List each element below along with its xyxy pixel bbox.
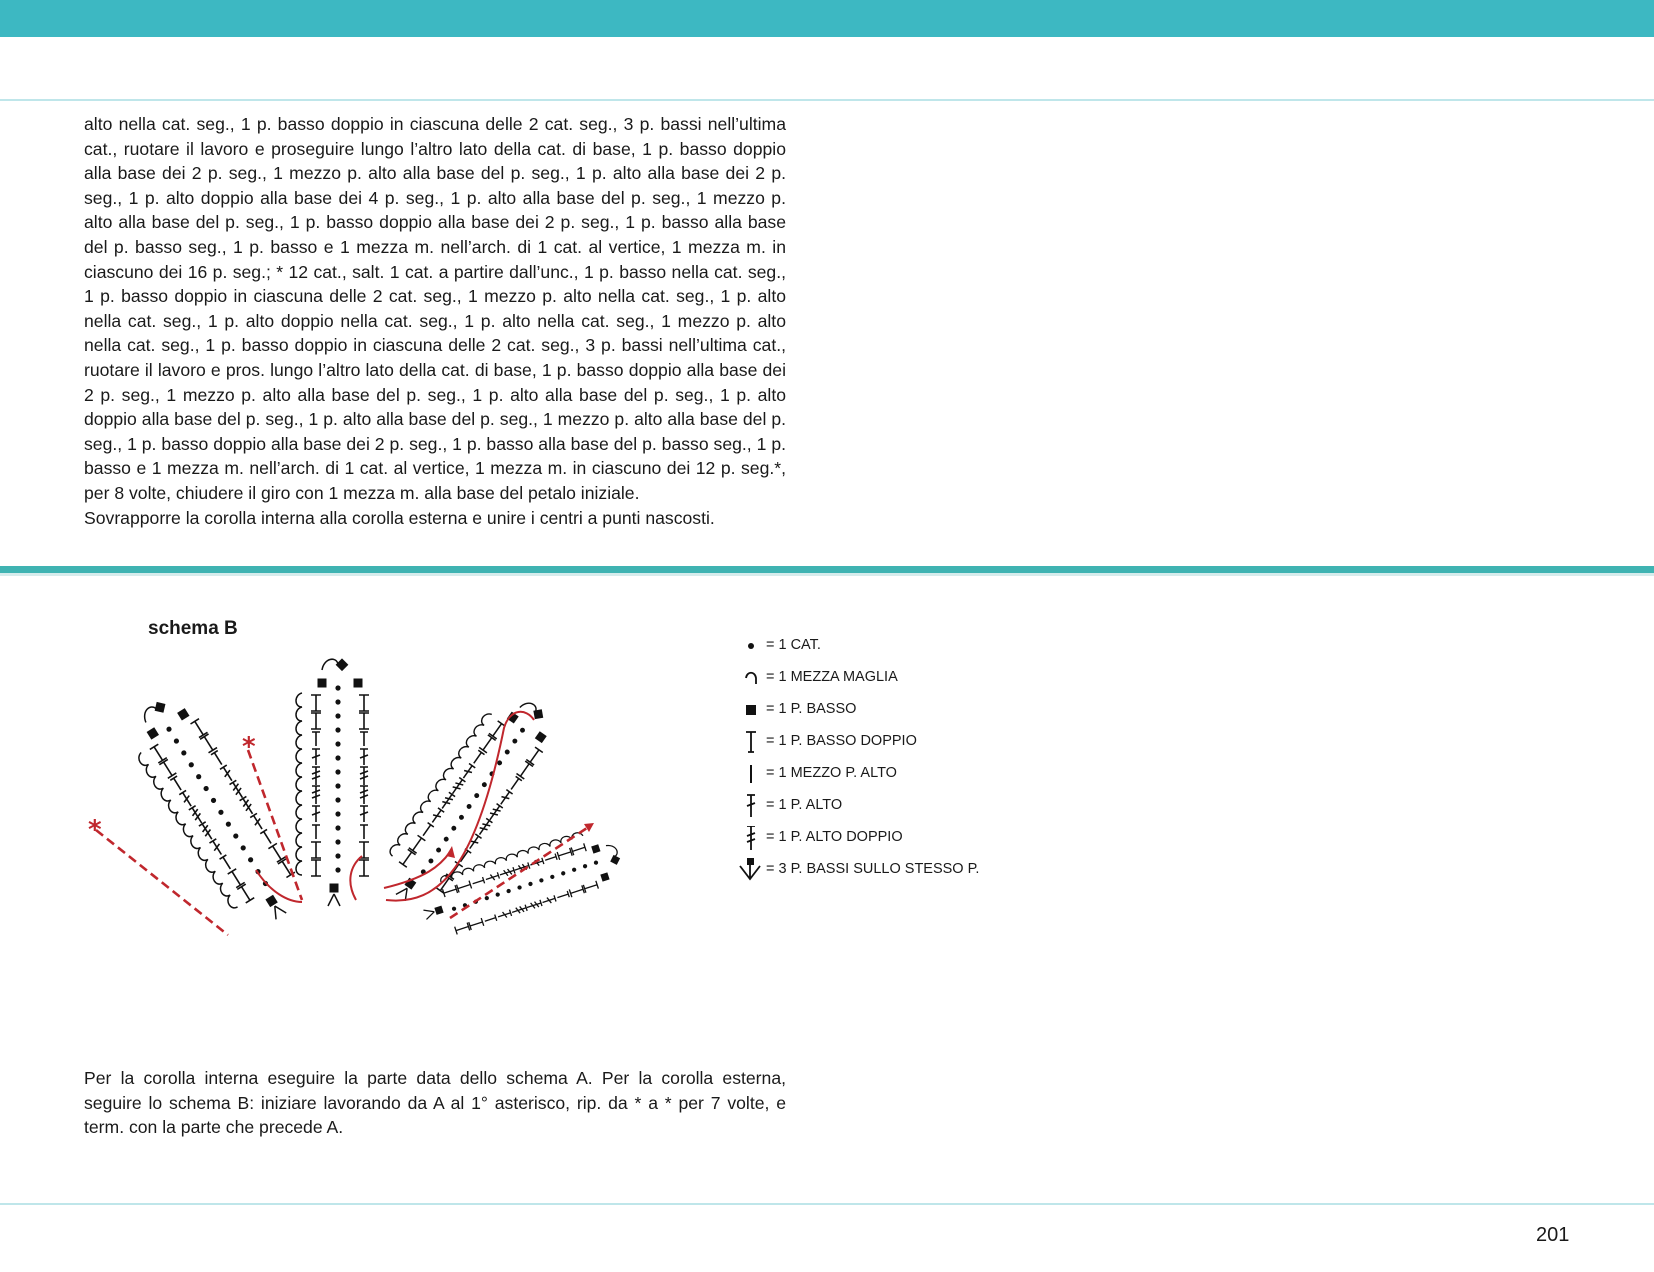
asterisk-label: *	[88, 815, 102, 845]
legend-label: = 1 P. BASSO	[766, 701, 857, 717]
asterisk-label-2: *	[242, 732, 256, 762]
legend-label: = 1 MEZZO P. ALTO	[766, 765, 897, 781]
turn-arrow-left	[256, 870, 302, 902]
instructions-final-line: Sovrapporre la corolla interna alla corolla esterna e unire i centri a punti nascosti.	[84, 507, 715, 528]
half-double-icon	[738, 762, 764, 786]
legend-label: = 1 P. ALTO DOPPIO	[766, 829, 903, 845]
double-treble-icon	[738, 826, 764, 850]
legend-label: = 1 CAT.	[766, 637, 821, 653]
petal-center	[296, 658, 369, 906]
section-divider	[0, 566, 1654, 573]
footer-rule	[0, 1203, 1654, 1205]
legend-label: = 1 MEZZA MAGLIA	[766, 669, 898, 685]
legend-label: = 1 P. BASSO DOPPIO	[766, 733, 917, 749]
legend-label: = 1 P. ALTO	[766, 797, 843, 813]
instructions-text: alto nella cat. seg., 1 p. basso doppio in ciascuna delle 2 cat. seg., 3 p. bassi nell’ultima cat., ruotare il lavoro e proseguire lungo l’altro lato della cat. di base, 1 p. basso doppio alla base dei 2 p. seg., 1 mezzo p. alto alla base del p. seg., 1 p. alto alla base dei 2 p. seg., 1 p. alto doppio alla base dei 4 p. seg., 1 p. alto alla base del p. seg., 1 mezzo p. alto alla base del p. seg., 1 p. basso doppio alla base dei 2 p. seg., 1 p. basso alla base del p. basso seg., 1 p. basso e 1 mezza m. nell’arch. di 1 cat. al vertice, 1 mezza m. in ciascuno dei 16 p. seg.; * 12 cat., salt. 1 cat. a partire dall’unc., 1 p. basso nella cat. seg., 1 p. basso doppio in ciascuna delle 2 cat. seg., 1 mezzo p. alto nella cat. seg., 1 p. alto nella cat. seg., 1 p. alto doppio nella cat. seg., 1 p. alto nella cat. seg., 1 mezzo p. alto nella cat. seg., 1 p. basso doppio in ciascuna delle 2 cat. seg., 3 p. bassi nell’ultima cat., ruotare il lavoro e pros. lungo l’altro lato della cat. di base, 1 p. basso doppio alla base dei 2 p. seg., 1 mezzo p. alto alla base del p. seg., 1 p. alto alla base del p. seg., 1 p. alto doppio alla base del p. seg., 1 p. alto alla base del p. seg., 1 mezzo p. alto alla base del p. seg., 1 p. basso doppio alla base dei 2 p. seg., 1 p. basso alla base del p. basso seg., 1 p. basso e 1 mezza m. nell’arch. di 1 cat. al vertice, 1 mezza m. in ciascuno dei 12 p. seg.*, per 8 volte, chiudere il giro con 1 mezza m. alla base del petalo iniziale.	[84, 114, 786, 503]
instructions-paragraph	[84, 112, 786, 530]
petal-left	[118, 688, 311, 937]
turn-arrow-center	[350, 856, 362, 900]
legend-label: = 3 P. BASSI SULLO STESSO P.	[766, 861, 980, 877]
section-divider-shadow	[0, 573, 1654, 576]
header-rule	[0, 99, 1654, 101]
chain-arrow-far-left	[96, 830, 228, 935]
basso-doppio-icon	[738, 730, 764, 754]
crochet-diagram	[80, 630, 680, 1010]
square-icon	[738, 698, 764, 722]
header-color-band	[0, 0, 1654, 37]
page-number: 201	[1536, 1224, 1570, 1246]
outer-corolla-paragraph: Per la corolla interna eseguire la parte data dello schema A. Per la corolla esterna, seguire lo schema B: iniziare lavorando da A al 1° asterisco, rip. da * a * per 7 volte, e term. con la parte che precede A.	[84, 1068, 786, 1138]
dot-icon	[738, 634, 764, 658]
three-in-one-icon	[738, 858, 764, 882]
treble-icon	[738, 794, 764, 818]
slip-stitch-icon	[738, 666, 764, 690]
schema-title: schema B	[148, 618, 238, 639]
